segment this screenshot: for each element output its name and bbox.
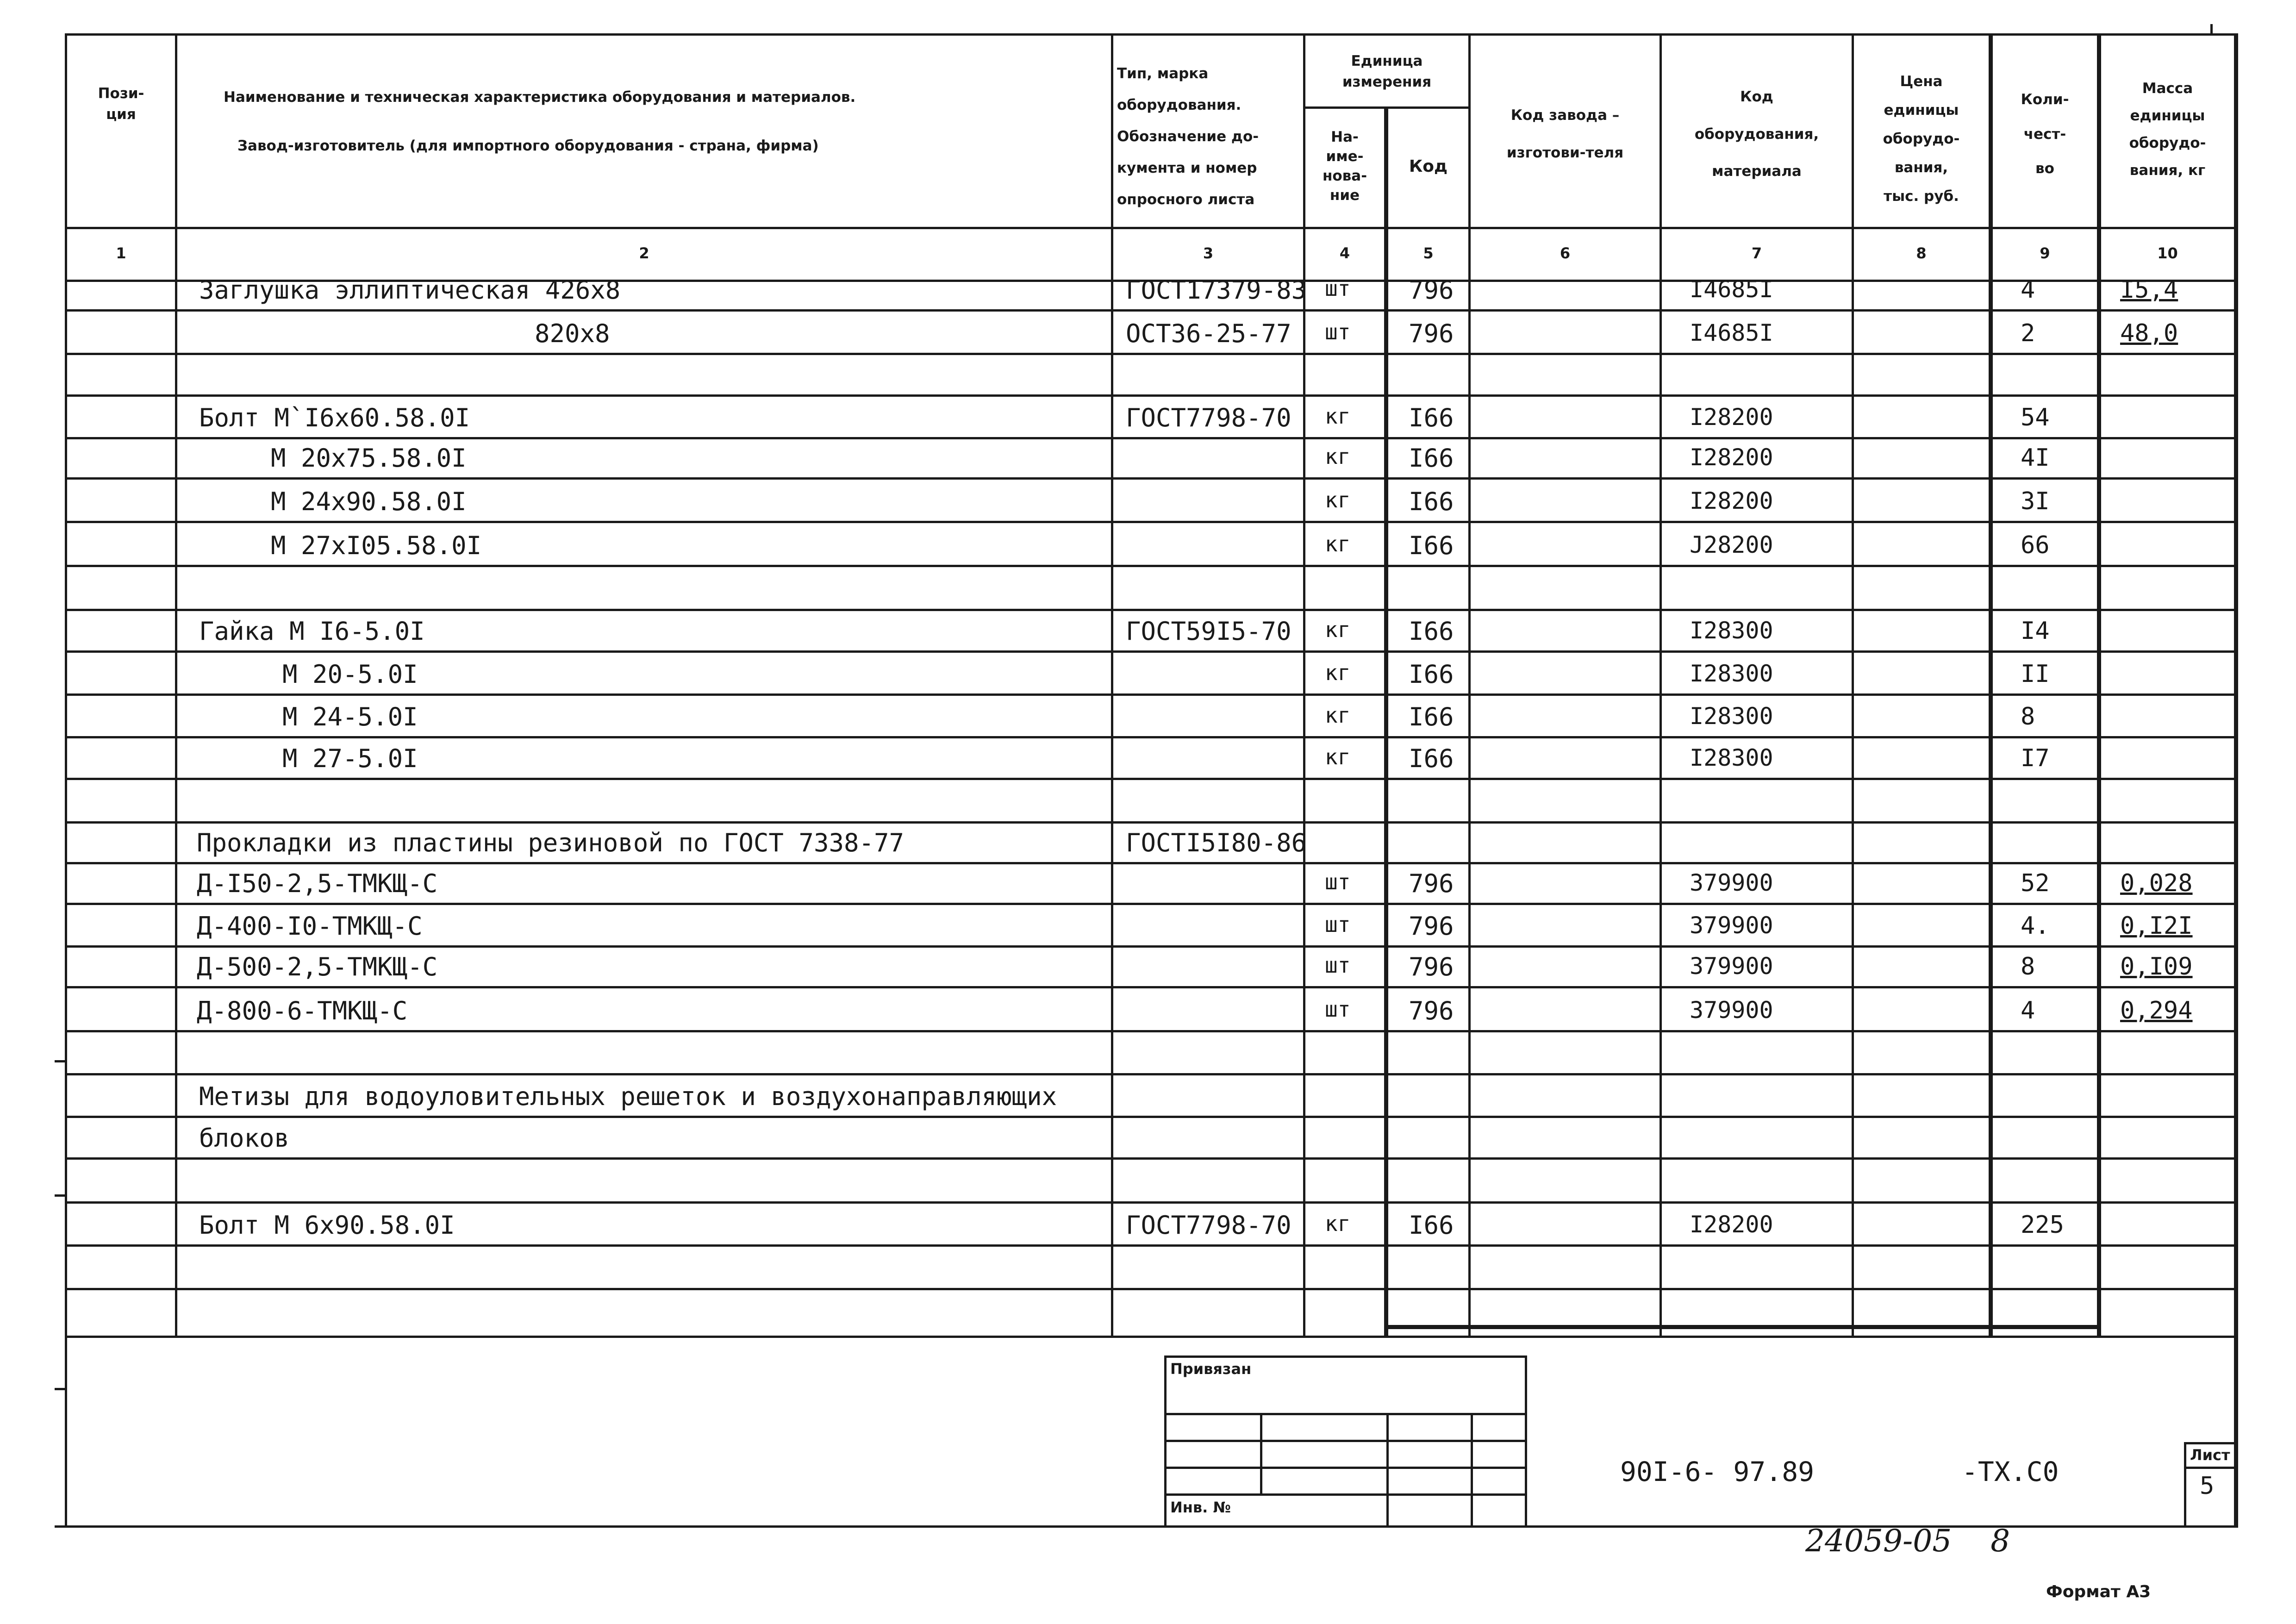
header-unit: Единица измерения [1342, 53, 1432, 90]
row-line [65, 353, 2236, 355]
item-name-cell: Д-I50-2,5-ТМКЩ-С [197, 869, 438, 898]
quantity-cell: II [2021, 660, 2050, 688]
document-cell: ГОСТ7798-70 [1126, 403, 1292, 432]
unit-code-cell: I66 [1409, 660, 1454, 689]
header-manufacturer: Завод-изготовитель (для импортного оборудования - страна, фирма) [237, 137, 819, 154]
unit-code-cell: I66 [1409, 744, 1454, 773]
header-equipment-code: Код оборудования, материала [1694, 88, 1819, 180]
col-num-5: 5 [1423, 244, 1434, 262]
row-line [65, 521, 2236, 523]
item-name-cell: Д-400-I0-ТМКЩ-С [197, 912, 423, 941]
data-block-bottom [1384, 1325, 2101, 1329]
item-name-cell: Гайка М I6-5.0I [199, 617, 425, 646]
document-cell: ГОСТ59I5-70 [1126, 617, 1292, 646]
stamp-col-2 [1386, 1413, 1389, 1527]
item-name-cell: Прокладки из пластины резиновой по ГОСТ 7338-77 [197, 828, 905, 857]
unit-code-cell: I66 [1409, 487, 1454, 516]
row-line [65, 609, 2236, 611]
stamp-privyazan: Привязан [1170, 1360, 1252, 1378]
col-num-1: 1 [116, 244, 126, 262]
material-code-cell: 379900 [1690, 912, 1773, 939]
header-quantity: Коли-чест-во [2021, 91, 2069, 177]
unit-code-cell: I66 [1409, 617, 1454, 646]
item-name-cell: М 27-5.0I [282, 744, 418, 773]
material-code-cell: I28200 [1690, 404, 1773, 431]
col-num-7: 7 [1751, 244, 1762, 262]
format-label: Формат А3 [2046, 1582, 2151, 1601]
row-line [65, 477, 2236, 480]
header-type-mark: Тип, марка оборудования. Обозначение до-кумента и номер опросного листа [1117, 65, 1259, 208]
unit-mass-cell: 0,294 [2120, 997, 2193, 1024]
quantity-cell: 52 [2021, 869, 2050, 897]
unit-code-cell: I66 [1409, 702, 1454, 731]
quantity-cell: 225 [2021, 1211, 2064, 1239]
header-unit-name: На-име-нова-ние [1322, 129, 1367, 204]
col-sep-9 [2097, 33, 2101, 1337]
col-num-3: 3 [1203, 244, 1214, 262]
quantity-cell: 66 [2021, 531, 2050, 559]
item-name-cell: блоков [199, 1124, 290, 1153]
quantity-cell: 2 [2021, 319, 2035, 347]
row-line [65, 736, 2236, 738]
item-name-cell: Болт М 6х90.58.0I [199, 1211, 455, 1240]
unit-name-cell: кг [1325, 703, 1351, 728]
material-code-cell: 379900 [1690, 953, 1773, 980]
unit-code-cell: 796 [1409, 869, 1454, 898]
unit-mass-cell: I5,4 [2120, 276, 2178, 304]
frame-right [2234, 33, 2238, 1528]
unit-name-cell: кг [1325, 487, 1351, 512]
row-line [65, 565, 2236, 567]
unit-code-cell: 796 [1409, 319, 1454, 348]
item-name-cell: М 20-5.0I [282, 660, 418, 689]
quantity-cell: 8 [2021, 703, 2035, 731]
col-num-2: 2 [639, 244, 649, 262]
unit-name-cell: шт [1325, 997, 1351, 1022]
row-line [65, 945, 2236, 948]
unit-code-cell: I66 [1409, 531, 1454, 560]
stamp-col-1 [1260, 1413, 1262, 1493]
unit-name-cell: кг [1325, 1211, 1351, 1236]
unit-name-cell: кг [1325, 744, 1351, 769]
col-num-8: 8 [1916, 244, 1927, 262]
unit-name-cell: шт [1325, 276, 1351, 301]
document-number: 90I-6- 97.89 [1620, 1456, 1815, 1487]
quantity-cell: 3I [2021, 487, 2050, 515]
quantity-cell: 4. [2021, 912, 2050, 940]
quantity-cell: 8 [2021, 953, 2035, 981]
row-line [65, 821, 2236, 824]
margin-tick-top [2210, 24, 2213, 34]
col-num-10: 10 [2157, 244, 2178, 262]
document-cell: ГОСТ17379-83 [1126, 275, 1307, 305]
unit-name-cell: кг [1325, 617, 1351, 642]
header-unit-price: Цена единицы оборудо-вания, тыс. руб. [1883, 73, 1960, 205]
margin-tick-1 [55, 1060, 65, 1062]
unit-name-cell: шт [1325, 319, 1351, 344]
header-name: Наименование и техническая характеристика оборудования и материалов. [224, 88, 856, 106]
sheet-label: Лист [2190, 1446, 2230, 1464]
row-line [65, 862, 2236, 864]
item-name-cell: Д-800-6-ТМКЩ-С [197, 996, 408, 1025]
material-code-cell: I4685I [1690, 276, 1773, 303]
document-cell: ГОСТI5I80-86 [1126, 828, 1307, 857]
item-name-cell: М 24-5.0I [282, 702, 418, 731]
handwritten-archive-number: 24059-05 8 [1805, 1523, 2010, 1559]
material-code-cell: I4685I [1690, 319, 1773, 346]
quantity-cell: I7 [2021, 744, 2050, 772]
unit-code-cell: I66 [1409, 443, 1454, 473]
material-code-cell: 379900 [1690, 869, 1773, 896]
quantity-cell: I4 [2021, 617, 2050, 645]
header-position: Пози- ция [98, 85, 144, 123]
item-name-cell: М 24х90.58.0I [271, 487, 467, 516]
row-line [65, 1244, 2236, 1247]
unit-code-cell: 796 [1409, 275, 1454, 305]
material-code-cell: J28200 [1690, 531, 1773, 558]
unit-name-cell: кг [1325, 660, 1351, 685]
col-sep-5 [1468, 33, 1471, 1337]
header-bottom-line [65, 227, 2236, 229]
item-name-cell: Метизы для водоуловительных решеток и воздухонаправляющих [199, 1082, 1057, 1111]
header-unit-code: Код [1409, 156, 1448, 176]
material-code-cell: I28300 [1690, 617, 1773, 644]
item-name-cell: 820х8 [535, 319, 610, 348]
col-num-4: 4 [1339, 244, 1350, 262]
row-line [65, 437, 2236, 439]
material-code-cell: I28200 [1690, 487, 1773, 514]
sheet-box-left [2184, 1442, 2186, 1527]
unit-code-cell: 796 [1409, 996, 1454, 1025]
unit-name-cell: шт [1325, 953, 1351, 978]
row-line [65, 394, 2236, 397]
quantity-cell: 4I [2021, 444, 2050, 472]
table-bottom-line [65, 1336, 2236, 1338]
item-name-cell: Болт М`I6х60.58.0I [199, 403, 470, 432]
header-unit-mass: Масса единицы оборудо-вания, кг [2129, 80, 2206, 179]
unit-name-cell: кг [1325, 444, 1351, 469]
stamp-inv-number: Инв. № [1170, 1499, 1231, 1516]
material-code-cell: I28300 [1690, 744, 1773, 771]
unit-mass-cell: 0,I09 [2120, 953, 2193, 981]
unit-code-cell: 796 [1409, 912, 1454, 941]
margin-tick-2 [55, 1194, 65, 1197]
sheet-box-top [2184, 1442, 2236, 1444]
unit-name-cell: шт [1325, 912, 1351, 937]
row-line [65, 1288, 2236, 1290]
row-line [65, 1073, 2236, 1075]
item-name-cell: Заглушка эллиптическая 426х8 [199, 275, 621, 305]
row-line [65, 986, 2236, 988]
unit-code-cell: 796 [1409, 952, 1454, 981]
row-line [65, 1030, 2236, 1032]
header-manufacturer-code: Код завода – изготови-теля [1506, 107, 1624, 161]
row-line [65, 1116, 2236, 1118]
item-name-cell: М 27хI05.58.0I [271, 531, 482, 560]
item-name-cell: М 20х75.58.0I [271, 443, 467, 473]
unit-mass-cell: 0,028 [2120, 869, 2193, 897]
stamp-box-top [1164, 1355, 1527, 1358]
row-line [65, 309, 2236, 312]
material-code-cell: 379900 [1690, 997, 1773, 1024]
document-cell: ОСТ36-25-77 [1126, 319, 1292, 348]
material-code-cell: I28300 [1690, 660, 1773, 687]
sheet-box-mid [2184, 1467, 2236, 1469]
frame-top [65, 33, 2236, 36]
quantity-cell: 4 [2021, 997, 2035, 1024]
stamp-col-3 [1471, 1413, 1473, 1527]
col-sep-3 [1303, 33, 1305, 1337]
document-cell: ГОСТ7798-70 [1126, 1211, 1292, 1240]
unit-name-cell: шт [1325, 869, 1351, 894]
col-num-6: 6 [1560, 244, 1571, 262]
col-sep-8 [1989, 33, 1993, 1337]
document-suffix: -ТХ.С0 [1962, 1456, 2059, 1487]
row-line [65, 1201, 2236, 1204]
row-line [65, 1157, 2236, 1160]
col-sep-6 [1660, 33, 1662, 1337]
row-line [65, 650, 2236, 653]
item-name-cell: Д-500-2,5-ТМКЩ-С [197, 952, 438, 981]
row-line [65, 778, 2236, 780]
col-num-9: 9 [2040, 244, 2050, 262]
unit-code-cell: I66 [1409, 1211, 1454, 1240]
row-line [65, 903, 2236, 905]
col-sep-4 [1384, 106, 1388, 1337]
unit-code-cell: I66 [1409, 403, 1454, 432]
unit-name-cell: кг [1325, 531, 1351, 556]
material-code-cell: I28200 [1690, 1211, 1773, 1238]
col-sep-1 [175, 33, 177, 1337]
col-sep-7 [1852, 33, 1854, 1337]
quantity-cell: 54 [2021, 404, 2050, 431]
unit-mass-cell: 48,0 [2120, 319, 2178, 347]
unit-mass-cell: 0,I2I [2120, 912, 2193, 940]
quantity-cell: 4 [2021, 276, 2035, 304]
material-code-cell: I28200 [1690, 444, 1773, 471]
row-line [65, 693, 2236, 696]
unit-name-cell: кг [1325, 404, 1351, 429]
margin-tick-3 [55, 1388, 65, 1390]
material-code-cell: I28300 [1690, 703, 1773, 730]
sheet-number: 5 [2200, 1472, 2215, 1500]
col-sep-2 [1111, 33, 1113, 1337]
